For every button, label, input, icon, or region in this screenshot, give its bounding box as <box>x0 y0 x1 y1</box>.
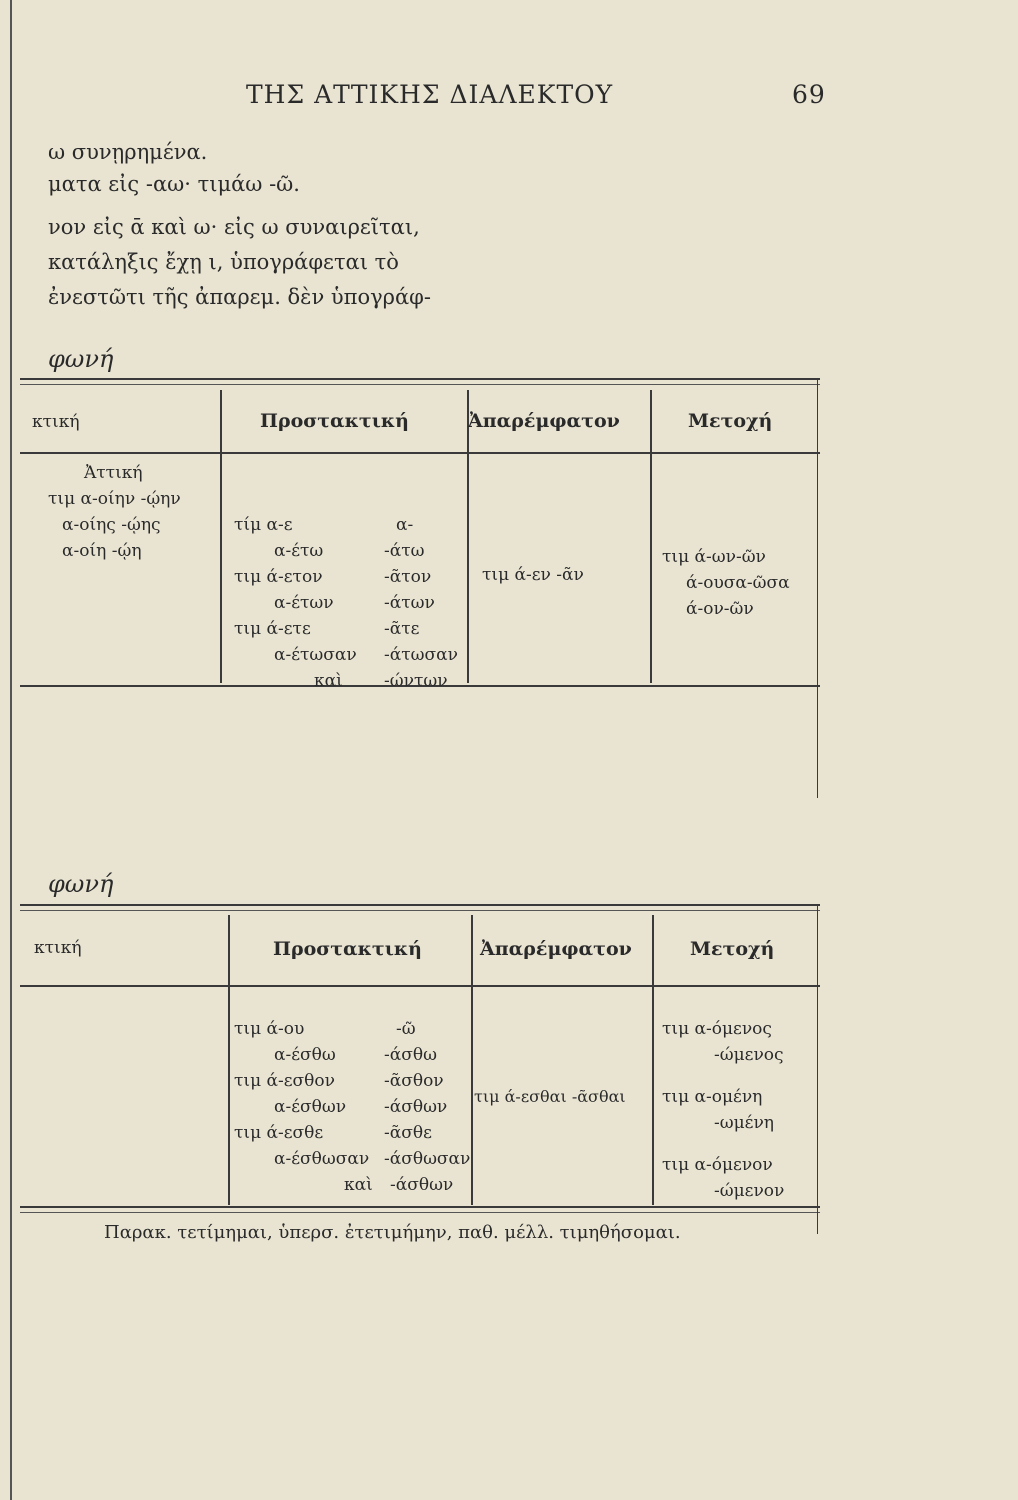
participle-form: τιμ α-όμενος <box>662 1019 772 1039</box>
imperative-contracted: -άσθω <box>384 1045 437 1065</box>
imperative-contracted: -ᾶτε <box>384 619 420 639</box>
active-infinitive: τιμ ά-εν -ᾶν <box>482 565 584 585</box>
participle-form: -ώμενος <box>714 1045 784 1065</box>
active-header-optative: κτική <box>32 412 80 432</box>
imperative-form: α-έτω <box>274 541 324 561</box>
imperative-form: τίμ α-ε <box>234 515 293 535</box>
optative-line: Ἀττική <box>84 463 143 483</box>
active-voice-label: φωνή <box>48 345 114 373</box>
intro-line-3: νον εἰς ᾱ καὶ ω· εἰς ω συναιρεῖται, <box>48 215 420 239</box>
middle-header-infinitive: Ἀπαρέμφατον <box>480 938 632 960</box>
participle-form: -ώμενον <box>714 1181 785 1201</box>
participle-form: τιμ ά-ων-ῶν <box>662 547 766 567</box>
participle-form: ά-ουσα-ῶσα <box>686 573 790 593</box>
imperative-form: α-έσθων <box>274 1097 347 1117</box>
page-margin-line <box>10 0 12 1500</box>
middle-header-imperative: Προστακτική <box>273 938 422 960</box>
middle-infinitive: τιμ ά-εσθαι -ᾶσθαι <box>474 1087 626 1106</box>
imperative-contracted: -άτω <box>384 541 425 561</box>
middle-imperative-left <box>234 1016 373 1198</box>
imperative-form: α-έσθωσαν <box>274 1149 370 1169</box>
imperative-contracted: -άσθων <box>390 1175 454 1195</box>
imperative-form: τιμ ά-εσθον <box>234 1071 335 1091</box>
imperative-contracted: -άσθων <box>384 1097 448 1117</box>
imperative-contracted: α- <box>396 515 414 535</box>
imperative-form: τιμ ά-ετον <box>234 567 323 587</box>
middle-imperative-right <box>384 1016 470 1198</box>
imperative-form: τιμ ά-εσθε <box>234 1123 324 1143</box>
participle-form: τιμ α-ομένη <box>662 1087 763 1107</box>
imperative-form: α-έτωσαν <box>274 645 357 665</box>
page-header-title: ΤΗΣ ΑΤΤΙΚΗΣ ΔΙΑΛΕΚΤΟΥ <box>246 80 614 109</box>
active-header-participle: Μετοχή <box>688 410 773 432</box>
imperative-contracted: -ᾶσθον <box>384 1071 444 1091</box>
imperative-form: καὶ <box>314 671 343 691</box>
imperative-form: α-έτων <box>274 593 334 613</box>
footer-note: Παρακ. τετίμημαι, ὑπερσ. ἐτετιμήμην, παθ. μέλλ. τιμηθήσομαι. <box>104 1222 681 1243</box>
imperative-form: α-έσθω <box>274 1045 336 1065</box>
intro-line-1: ω συνῃρημένα. <box>48 140 208 164</box>
intro-line-5: ἐνεστῶτι τῆς ἀπαρεμ. δὲν ὑπογράφ- <box>48 285 431 309</box>
imperative-contracted: -ᾶσθε <box>384 1123 432 1143</box>
active-participle-cell <box>662 544 790 622</box>
imperative-contracted: -ᾶτον <box>384 567 432 587</box>
imperative-contracted: -ώντων <box>384 671 448 691</box>
middle-participle-cell <box>662 1016 784 1204</box>
imperative-form: καὶ <box>344 1175 373 1195</box>
active-optative-cell <box>48 460 181 564</box>
active-header-imperative: Προστακτική <box>260 410 409 432</box>
participle-form: τιμ α-όμενον <box>662 1155 773 1175</box>
middle-voice-label: φωνή <box>48 870 114 898</box>
optative-line: τιμ α-οίην -ῴην <box>48 489 181 509</box>
active-imperative-left <box>234 512 357 694</box>
participle-form: -ωμένη <box>714 1113 774 1133</box>
middle-header-participle: Μετοχή <box>690 938 775 960</box>
imperative-contracted: -άτωσαν <box>384 645 458 665</box>
intro-line-4: κατάληξις ἔχῃ ι, ὑπογράφεται τὸ <box>48 250 399 274</box>
imperative-contracted: -άτων <box>384 593 435 613</box>
imperative-contracted: -ῶ <box>396 1019 416 1039</box>
page-number: 69 <box>792 80 826 109</box>
active-imperative-right <box>384 512 458 694</box>
imperative-contracted: -άσθωσαν <box>384 1149 471 1169</box>
participle-form: ά-ον-ῶν <box>686 599 754 619</box>
imperative-form: τιμ ά-ου <box>234 1019 305 1039</box>
active-header-infinitive: Ἀπαρέμφατον <box>468 410 620 432</box>
imperative-form: τιμ ά-ετε <box>234 619 311 639</box>
optative-line: α-οίης -ῴης <box>62 515 161 535</box>
middle-header-optative: κτική <box>34 938 82 958</box>
intro-line-2: ματα εἰς -αω· τιμάω -ῶ. <box>48 172 300 196</box>
optative-line: α-οίη -ῴη <box>62 541 142 561</box>
